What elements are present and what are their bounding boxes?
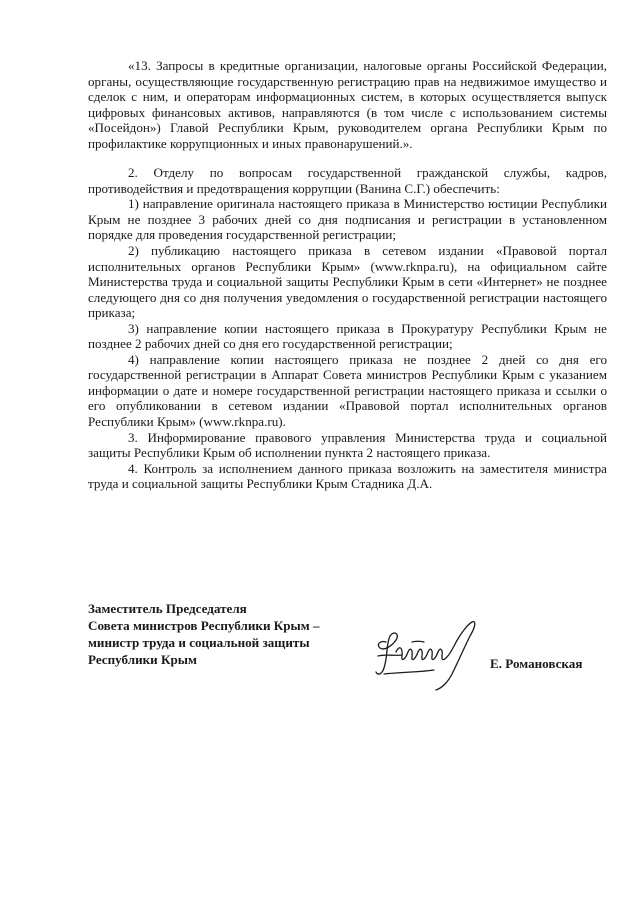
- signatory-title-line: Заместитель Председателя: [88, 601, 247, 616]
- handwritten-signature: [372, 612, 498, 694]
- paragraph-point-4: 4. Контроль за исполнением данного приказа возложить на заместителя министра труда и социальной защиты Республики Крым Стадника Д.А.: [88, 460, 607, 492]
- signatory-name: Е. Романовская: [490, 656, 583, 671]
- paragraph-subpoint-1: 1) направление оригинала настоящего приказа в Министерство юстиции Республики Крым не позднее 3 рабочих дней со дня подписания и регистрации в установленном порядке для проведения государственной регистрации;: [88, 196, 607, 243]
- paragraph-subpoint-3: 3) направление копии настоящего приказа в Прокуратуру Республики Крым не позднее 2 рабочих дней со дня его государственной регистрации;: [88, 320, 607, 352]
- document-body: [88, 58, 607, 492]
- paragraph-subpoint-2: 2) публикацию настоящего приказа в сетевом издании «Правовой портал исполнительных органов Республики Крым» (www.rknpa.ru), на официальном сайте Министерства труда и социальной защиты Республики Крым в сети «Интернет» не позднее следующего дня со дня получения уведомления о государственной регистрации настоящего приказа;: [88, 243, 607, 321]
- paragraph-item-13: «13. Запросы в кредитные организации, налоговые органы Российской Федерации, органы, осуществляющие государственную регистрацию прав на недвижимое имущество и сделок с ним, и операторам информационных систем, в которых осуществляется выпуск цифровых финансовых активов, направляются (в том числе с использованием системы «Посейдон») Главой Республики Крым, руководителем органа Республики Крым по профилактике коррупционных и иных правонарушений.».: [88, 58, 607, 151]
- paragraph-subpoint-4: 4) направление копии настоящего приказа не позднее 2 дней со дня его государственной регистрации в Аппарат Совета министров Республики Крым с указанием информации о дате и номере государственной регистрации настоящего приказа и ссылки о его опубликовании в сетевом издании «Правовой портал исполнительных органов Республики Крым» (www.rknpa.ru).: [88, 351, 607, 430]
- paragraph-point-2: 2. Отделу по вопросам государственной гражданской службы, кадров, противодействия и предотвращения коррупции (Ванина С.Г.) обеспечить:: [88, 165, 607, 196]
- signatory-title-line: Республики Крым: [88, 652, 197, 667]
- paragraph-spacer: [88, 151, 607, 165]
- paragraph-point-3: 3. Информирование правового управления Министерства труда и социальной защиты Республики Крым об исполнении пункта 2 настоящего приказа.: [88, 429, 607, 461]
- signatory-title-line: Совета министров Республики Крым –: [88, 618, 320, 633]
- signatory-title-line: министр труда и социальной защиты: [88, 635, 310, 650]
- signatory-title: [88, 600, 388, 668]
